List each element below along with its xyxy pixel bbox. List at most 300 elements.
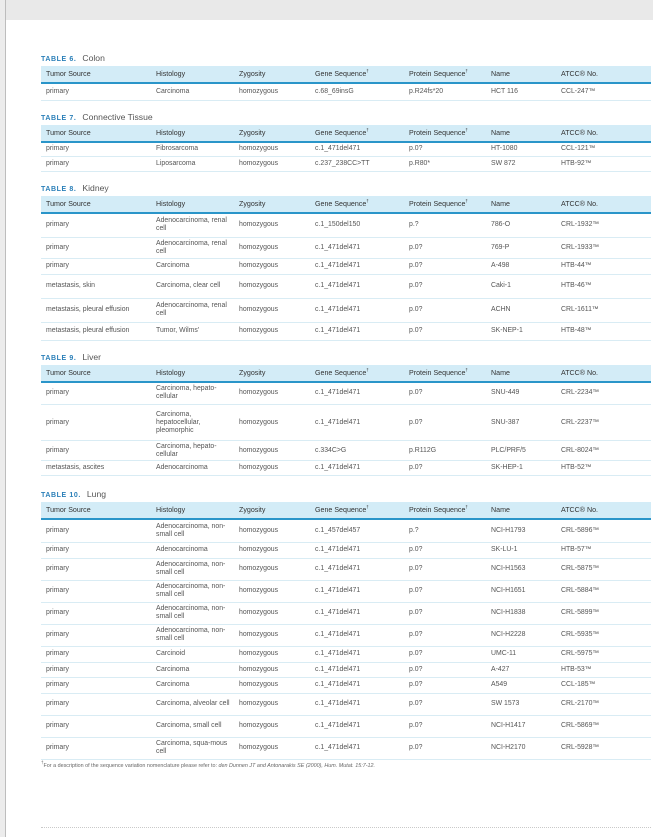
- cell-histology: Carcinoma: [151, 662, 234, 677]
- cell-protein: p.0?: [404, 646, 486, 662]
- column-header-protein-sequence: [404, 502, 486, 519]
- column-header-label: Gene Sequence: [315, 70, 367, 78]
- table-row: [41, 461, 651, 476]
- column-header-label: Name: [491, 70, 510, 78]
- cell-gene: c.1_471del471: [310, 580, 404, 602]
- cell-protein: p.0?: [404, 624, 486, 646]
- cell-gene: c.1_471del471: [310, 737, 404, 759]
- cell-zygosity: homozygous: [234, 461, 310, 476]
- cell-protein: p.0?: [404, 580, 486, 602]
- cell-name: NCI-H2228: [486, 624, 556, 646]
- table-header-row: [41, 502, 651, 519]
- table-header-row: [41, 66, 651, 83]
- column-header-label: Name: [491, 506, 510, 514]
- cell-histology: Carcinoma, small cell: [151, 715, 234, 737]
- table-number: TABLE 9.: [41, 354, 77, 362]
- column-header-protein-sequence: [404, 196, 486, 213]
- dagger-mark: †: [366, 198, 369, 204]
- cell-atcc: CCL-185™: [556, 677, 651, 693]
- cell-source: primary: [41, 693, 151, 715]
- cell-protein: p.0?: [404, 737, 486, 759]
- column-header-label: ATCC® No.: [561, 368, 599, 377]
- table-row: [41, 382, 651, 405]
- table-row: [41, 693, 651, 715]
- cell-name: NCI-H2170: [486, 737, 556, 759]
- table-row: [41, 83, 651, 100]
- column-header-label: Gene Sequence: [315, 128, 367, 137]
- cell-zygosity: homozygous: [234, 693, 310, 715]
- table-title: [41, 349, 651, 365]
- table-row: [41, 441, 651, 461]
- cell-zygosity: homozygous: [234, 646, 310, 662]
- table-header-row: [41, 125, 651, 142]
- cell-histology: Adenocarcinoma: [151, 542, 234, 558]
- column-header-label: Tumor Source: [46, 368, 91, 377]
- cell-name: A549: [486, 677, 556, 693]
- cell-source: primary: [41, 558, 151, 580]
- table-row: [41, 602, 651, 624]
- cell-atcc: CRL-1932™: [556, 213, 651, 237]
- cell-name: Caki-1: [486, 274, 556, 298]
- cell-histology: Adenocarcinoma, non-small cell: [151, 558, 234, 580]
- cell-protein: p.0?: [404, 298, 486, 322]
- column-header-gene-sequence: [310, 365, 404, 382]
- column-header-label: Protein Sequence: [409, 368, 466, 377]
- cell-zygosity: homozygous: [234, 558, 310, 580]
- cell-name: ACHN: [486, 298, 556, 322]
- cell-zygosity: homozygous: [234, 519, 310, 542]
- cell-name: 786-O: [486, 213, 556, 237]
- table-row: [41, 677, 651, 693]
- column-header-label: ATCC® No.: [561, 506, 599, 514]
- cell-histology: Adenocarcinoma, non-small cell: [151, 580, 234, 602]
- table-title-text: Colon: [82, 53, 105, 63]
- cell-histology: Tumor, Wilms': [151, 322, 234, 340]
- dagger-mark: †: [366, 367, 369, 373]
- cell-zygosity: homozygous: [234, 580, 310, 602]
- table-header-row: [41, 196, 651, 213]
- cell-histology: Adenocarcinoma, renal cell: [151, 298, 234, 322]
- table-number: TABLE 10.: [41, 492, 81, 499]
- cell-zygosity: homozygous: [234, 542, 310, 558]
- table-row: [41, 737, 651, 759]
- cell-gene: c.1_471del471: [310, 558, 404, 580]
- column-header-name: [486, 66, 556, 83]
- cell-gene: c.1_471del471: [310, 461, 404, 476]
- cell-atcc: CRL-2170™: [556, 693, 651, 715]
- cell-source: primary: [41, 662, 151, 677]
- cell-atcc: CRL-5935™: [556, 624, 651, 646]
- table-row: [41, 142, 651, 157]
- cell-gene: c.334C>G: [310, 441, 404, 461]
- cell-protein: p.0?: [404, 274, 486, 298]
- cell-protein: p.0?: [404, 142, 486, 157]
- cell-name: A-427: [486, 662, 556, 677]
- table-title-text: Connective Tissue: [82, 111, 153, 122]
- cell-protein: p.?: [404, 519, 486, 542]
- cell-histology: Carcinoma, squa-mous cell: [151, 737, 234, 759]
- dagger-mark: †: [41, 759, 44, 765]
- cell-protein: p.0?: [404, 322, 486, 340]
- cell-source: primary: [41, 677, 151, 693]
- cell-gene: c.1_471del471: [310, 624, 404, 646]
- column-header-label: ATCC® No.: [561, 70, 599, 78]
- cell-protein: p.R24fs*20: [404, 83, 486, 100]
- cell-name: SW 872: [486, 157, 556, 172]
- column-header-tumor-source: [41, 365, 151, 382]
- table-row: [41, 274, 651, 298]
- cell-zygosity: homozygous: [234, 602, 310, 624]
- dagger-mark: †: [366, 504, 369, 510]
- cell-atcc: CRL-2237™: [556, 405, 651, 441]
- column-header-name: [486, 502, 556, 519]
- column-header-name: [486, 125, 556, 142]
- cell-source: primary: [41, 83, 151, 100]
- table-row: [41, 558, 651, 580]
- cell-source: primary: [41, 580, 151, 602]
- cell-histology: Liposarcoma: [151, 157, 234, 172]
- tables-container: [41, 50, 651, 769]
- cell-name: UMC-11: [486, 646, 556, 662]
- cell-name: SNU-449: [486, 382, 556, 405]
- column-header-label: Gene Sequence: [315, 506, 367, 514]
- table-block-lung: [41, 486, 651, 760]
- cell-zygosity: homozygous: [234, 715, 310, 737]
- cell-zygosity: homozygous: [234, 662, 310, 677]
- cell-histology: Adenocarcinoma, non-small cell: [151, 519, 234, 542]
- column-header-label: ATCC® No.: [561, 128, 599, 137]
- cell-atcc: CRL-5899™: [556, 602, 651, 624]
- cell-name: NCI-H1838: [486, 602, 556, 624]
- cell-zygosity: homozygous: [234, 441, 310, 461]
- cell-name: NCI-H1651: [486, 580, 556, 602]
- column-header-label: Zygosity: [239, 506, 266, 514]
- cell-gene: c.237_238CC>TT: [310, 157, 404, 172]
- cell-source: primary: [41, 157, 151, 172]
- table-row: [41, 237, 651, 258]
- column-header-atcc: [556, 66, 651, 83]
- column-header-tumor-source: [41, 196, 151, 213]
- cell-gene: c.1_471del471: [310, 298, 404, 322]
- cell-source: primary: [41, 737, 151, 759]
- cell-protein: p.0?: [404, 677, 486, 693]
- column-header-label: Protein Sequence: [409, 128, 466, 137]
- data-table: [41, 66, 651, 101]
- column-header-tumor-source: [41, 502, 151, 519]
- column-header-label: Histology: [156, 70, 186, 78]
- table-row: [41, 157, 651, 172]
- cell-atcc: HTB-52™: [556, 461, 651, 476]
- cell-gene: c.1_471del471: [310, 693, 404, 715]
- cell-zygosity: homozygous: [234, 298, 310, 322]
- cell-atcc: CCL-247™: [556, 83, 651, 100]
- table-title-text: Lung: [86, 489, 107, 499]
- column-header-zygosity: [234, 502, 310, 519]
- cell-atcc: HTB-53™: [556, 662, 651, 677]
- cell-source: primary: [41, 405, 151, 441]
- cell-atcc: CRL-5975™: [556, 646, 651, 662]
- cell-histology: Adenocarcinoma, renal cell: [151, 237, 234, 258]
- cell-zygosity: homozygous: [234, 83, 310, 100]
- cell-name: A-498: [486, 258, 556, 274]
- cell-zygosity: homozygous: [234, 157, 310, 172]
- dagger-mark: †: [465, 68, 468, 74]
- table-number: TABLE 8.: [41, 186, 77, 193]
- column-header-label: Histology: [156, 506, 186, 514]
- cell-protein: p.0?: [404, 715, 486, 737]
- cell-zygosity: homozygous: [234, 677, 310, 693]
- cell-gene: c.1_471del471: [310, 646, 404, 662]
- column-header-label: Zygosity: [239, 200, 266, 208]
- cell-zygosity: homozygous: [234, 274, 310, 298]
- column-header-label: Name: [491, 200, 510, 208]
- cell-zygosity: homozygous: [234, 624, 310, 646]
- table-block-connective-tissue: [41, 109, 651, 173]
- cell-gene: c.1_471del471: [310, 542, 404, 558]
- column-header-zygosity: [234, 365, 310, 382]
- footnote-citation: den Dunnen JT and Antonarakis SE (2000), Hum. Mutat. 15:7-12.: [218, 762, 376, 769]
- cell-protein: p.0?: [404, 542, 486, 558]
- column-header-atcc: [556, 196, 651, 213]
- cell-source: primary: [41, 441, 151, 461]
- cell-source: metastasis, pleural effusion: [41, 298, 151, 322]
- page-top-band: [6, 0, 653, 20]
- column-header-label: Histology: [156, 368, 186, 377]
- table-title: [41, 109, 651, 125]
- cell-atcc: CRL-5875™: [556, 558, 651, 580]
- cell-atcc: CRL-1611™: [556, 298, 651, 322]
- cell-protein: p.0?: [404, 602, 486, 624]
- column-header-label: Zygosity: [239, 128, 266, 137]
- table-row: [41, 715, 651, 737]
- cell-atcc: CRL-5896™: [556, 519, 651, 542]
- table-row: [41, 624, 651, 646]
- column-header-protein-sequence: [404, 125, 486, 142]
- dagger-mark: †: [465, 127, 468, 133]
- column-header-name: [486, 365, 556, 382]
- cell-histology: Adenocarcinoma, non-small cell: [151, 602, 234, 624]
- table-row: [41, 405, 651, 441]
- table-number: TABLE 7.: [41, 114, 77, 122]
- cell-source: primary: [41, 258, 151, 274]
- column-header-histology: [151, 196, 234, 213]
- cell-atcc: CRL-5928™: [556, 737, 651, 759]
- cell-protein: p.0?: [404, 382, 486, 405]
- cell-gene: c.1_457del457: [310, 519, 404, 542]
- table-block-kidney: [41, 180, 651, 341]
- cell-source: primary: [41, 646, 151, 662]
- table-title: [41, 486, 651, 502]
- cell-atcc: HTB-46™: [556, 274, 651, 298]
- cell-protein: p.0?: [404, 237, 486, 258]
- cell-gene: c.1_471del471: [310, 322, 404, 340]
- cell-name: SK-LU-1: [486, 542, 556, 558]
- cell-zygosity: homozygous: [234, 405, 310, 441]
- cell-atcc: HTB-92™: [556, 157, 651, 172]
- cell-histology: Carcinoma, hepato-cellular: [151, 382, 234, 405]
- table-number: TABLE 6.: [41, 56, 77, 63]
- cell-name: NCI-H1417: [486, 715, 556, 737]
- cell-gene: c.1_471del471: [310, 677, 404, 693]
- cell-gene: c.1_471del471: [310, 405, 404, 441]
- column-header-gene-sequence: [310, 502, 404, 519]
- cell-atcc: HTB-44™: [556, 258, 651, 274]
- cell-gene: c.1_471del471: [310, 142, 404, 157]
- column-header-label: Zygosity: [239, 368, 266, 377]
- column-header-histology: [151, 66, 234, 83]
- cell-gene: c.1_471del471: [310, 258, 404, 274]
- table-row: [41, 258, 651, 274]
- cell-source: metastasis, ascites: [41, 461, 151, 476]
- footnote: [41, 759, 651, 769]
- column-header-zygosity: [234, 196, 310, 213]
- cell-histology: Adenocarcinoma, renal cell: [151, 213, 234, 237]
- table-row: [41, 646, 651, 662]
- cell-protein: p.0?: [404, 461, 486, 476]
- column-header-label: Histology: [156, 128, 186, 137]
- column-header-zygosity: [234, 125, 310, 142]
- cell-name: SK-NEP-1: [486, 322, 556, 340]
- column-header-label: Protein Sequence: [409, 506, 466, 514]
- cell-atcc: CRL-8024™: [556, 441, 651, 461]
- cell-protein: p.R80*: [404, 157, 486, 172]
- cell-histology: Carcinoma: [151, 677, 234, 693]
- document-page: [5, 0, 653, 837]
- cell-atcc: CRL-5884™: [556, 580, 651, 602]
- cell-source: primary: [41, 602, 151, 624]
- column-header-label: ATCC® No.: [561, 200, 599, 208]
- cell-histology: Carcinoma: [151, 258, 234, 274]
- cell-name: NCI-H1793: [486, 519, 556, 542]
- cell-histology: Carcinoma, alveolar cell: [151, 693, 234, 715]
- cell-source: primary: [41, 213, 151, 237]
- footnote-text: For a description of the sequence variation nomenclature please refer to:: [43, 762, 219, 769]
- column-header-zygosity: [234, 66, 310, 83]
- cell-name: PLC/PRF/5: [486, 441, 556, 461]
- cell-gene: c.1_471del471: [310, 382, 404, 405]
- dagger-mark: †: [465, 367, 468, 373]
- column-header-label: Protein Sequence: [409, 200, 466, 208]
- column-header-label: Tumor Source: [46, 200, 91, 208]
- cell-histology: Carcinoma, clear cell: [151, 274, 234, 298]
- cell-histology: Adenocarcinoma, non-small cell: [151, 624, 234, 646]
- cell-gene: c.1_471del471: [310, 662, 404, 677]
- cell-zygosity: homozygous: [234, 142, 310, 157]
- column-header-label: Zygosity: [239, 70, 266, 78]
- column-header-gene-sequence: [310, 125, 404, 142]
- cell-zygosity: homozygous: [234, 382, 310, 405]
- table-title: [41, 180, 651, 196]
- column-header-histology: [151, 365, 234, 382]
- cell-source: primary: [41, 624, 151, 646]
- table-row: [41, 298, 651, 322]
- table-row: [41, 322, 651, 340]
- cell-atcc: CCL-121™: [556, 142, 651, 157]
- cell-atcc: CRL-1933™: [556, 237, 651, 258]
- cell-zygosity: homozygous: [234, 237, 310, 258]
- cell-name: SNU-387: [486, 405, 556, 441]
- cell-atcc: CRL-2234™: [556, 382, 651, 405]
- column-header-protein-sequence: [404, 365, 486, 382]
- cell-source: primary: [41, 237, 151, 258]
- cell-name: 769-P: [486, 237, 556, 258]
- cell-source: primary: [41, 519, 151, 542]
- column-header-label: Tumor Source: [46, 506, 91, 514]
- cell-source: primary: [41, 142, 151, 157]
- cell-name: NCI-H1563: [486, 558, 556, 580]
- cell-zygosity: homozygous: [234, 213, 310, 237]
- column-header-histology: [151, 125, 234, 142]
- cell-histology: Carcinoma, hepato-cellular: [151, 441, 234, 461]
- column-header-label: Gene Sequence: [315, 200, 367, 208]
- cell-protein: p.?: [404, 213, 486, 237]
- table-title: [41, 50, 651, 66]
- cell-source: metastasis, pleural effusion: [41, 322, 151, 340]
- cell-histology: Carcinoid: [151, 646, 234, 662]
- data-table: [41, 502, 651, 760]
- cell-atcc: CRL-5869™: [556, 715, 651, 737]
- column-header-tumor-source: [41, 125, 151, 142]
- table-block-colon: [41, 50, 651, 101]
- column-header-atcc: [556, 125, 651, 142]
- column-header-gene-sequence: [310, 196, 404, 213]
- table-title-text: Liver: [82, 351, 102, 362]
- dagger-mark: †: [366, 127, 369, 133]
- cell-source: primary: [41, 542, 151, 558]
- column-header-label: Tumor Source: [46, 128, 91, 137]
- cell-protein: p.0?: [404, 405, 486, 441]
- table-block-liver: [41, 349, 651, 477]
- data-table: [41, 365, 651, 477]
- cell-source: primary: [41, 715, 151, 737]
- cell-source: metastasis, skin: [41, 274, 151, 298]
- cell-zygosity: homozygous: [234, 258, 310, 274]
- cell-source: primary: [41, 382, 151, 405]
- table-row: [41, 542, 651, 558]
- cell-protein: p.R112G: [404, 441, 486, 461]
- column-header-label: Protein Sequence: [409, 70, 466, 78]
- dagger-mark: †: [465, 198, 468, 204]
- cell-zygosity: homozygous: [234, 322, 310, 340]
- cell-zygosity: homozygous: [234, 737, 310, 759]
- data-table: [41, 196, 651, 341]
- cell-name: SK-HEP-1: [486, 461, 556, 476]
- cell-gene: c.1_471del471: [310, 602, 404, 624]
- cell-gene: c.1_471del471: [310, 274, 404, 298]
- cell-protein: p.0?: [404, 258, 486, 274]
- dagger-mark: †: [366, 68, 369, 74]
- dagger-mark: †: [465, 504, 468, 510]
- column-header-label: Gene Sequence: [315, 368, 367, 377]
- table-row: [41, 213, 651, 237]
- table-title-text: Kidney: [82, 183, 109, 193]
- cell-gene: c.68_69insG: [310, 83, 404, 100]
- cell-gene: c.1_471del471: [310, 715, 404, 737]
- cell-gene: c.1_150del150: [310, 213, 404, 237]
- column-header-gene-sequence: [310, 66, 404, 83]
- page-divider: [41, 827, 651, 828]
- cell-protein: p.0?: [404, 558, 486, 580]
- data-table: [41, 125, 651, 173]
- column-header-histology: [151, 502, 234, 519]
- cell-protein: p.0?: [404, 662, 486, 677]
- cell-name: SW 1573: [486, 693, 556, 715]
- column-header-label: Name: [491, 128, 510, 137]
- cell-histology: Carcinoma: [151, 83, 234, 100]
- cell-histology: Carcinoma, hepatocellular, pleomorphic: [151, 405, 234, 441]
- table-row: [41, 580, 651, 602]
- column-header-label: Name: [491, 368, 510, 377]
